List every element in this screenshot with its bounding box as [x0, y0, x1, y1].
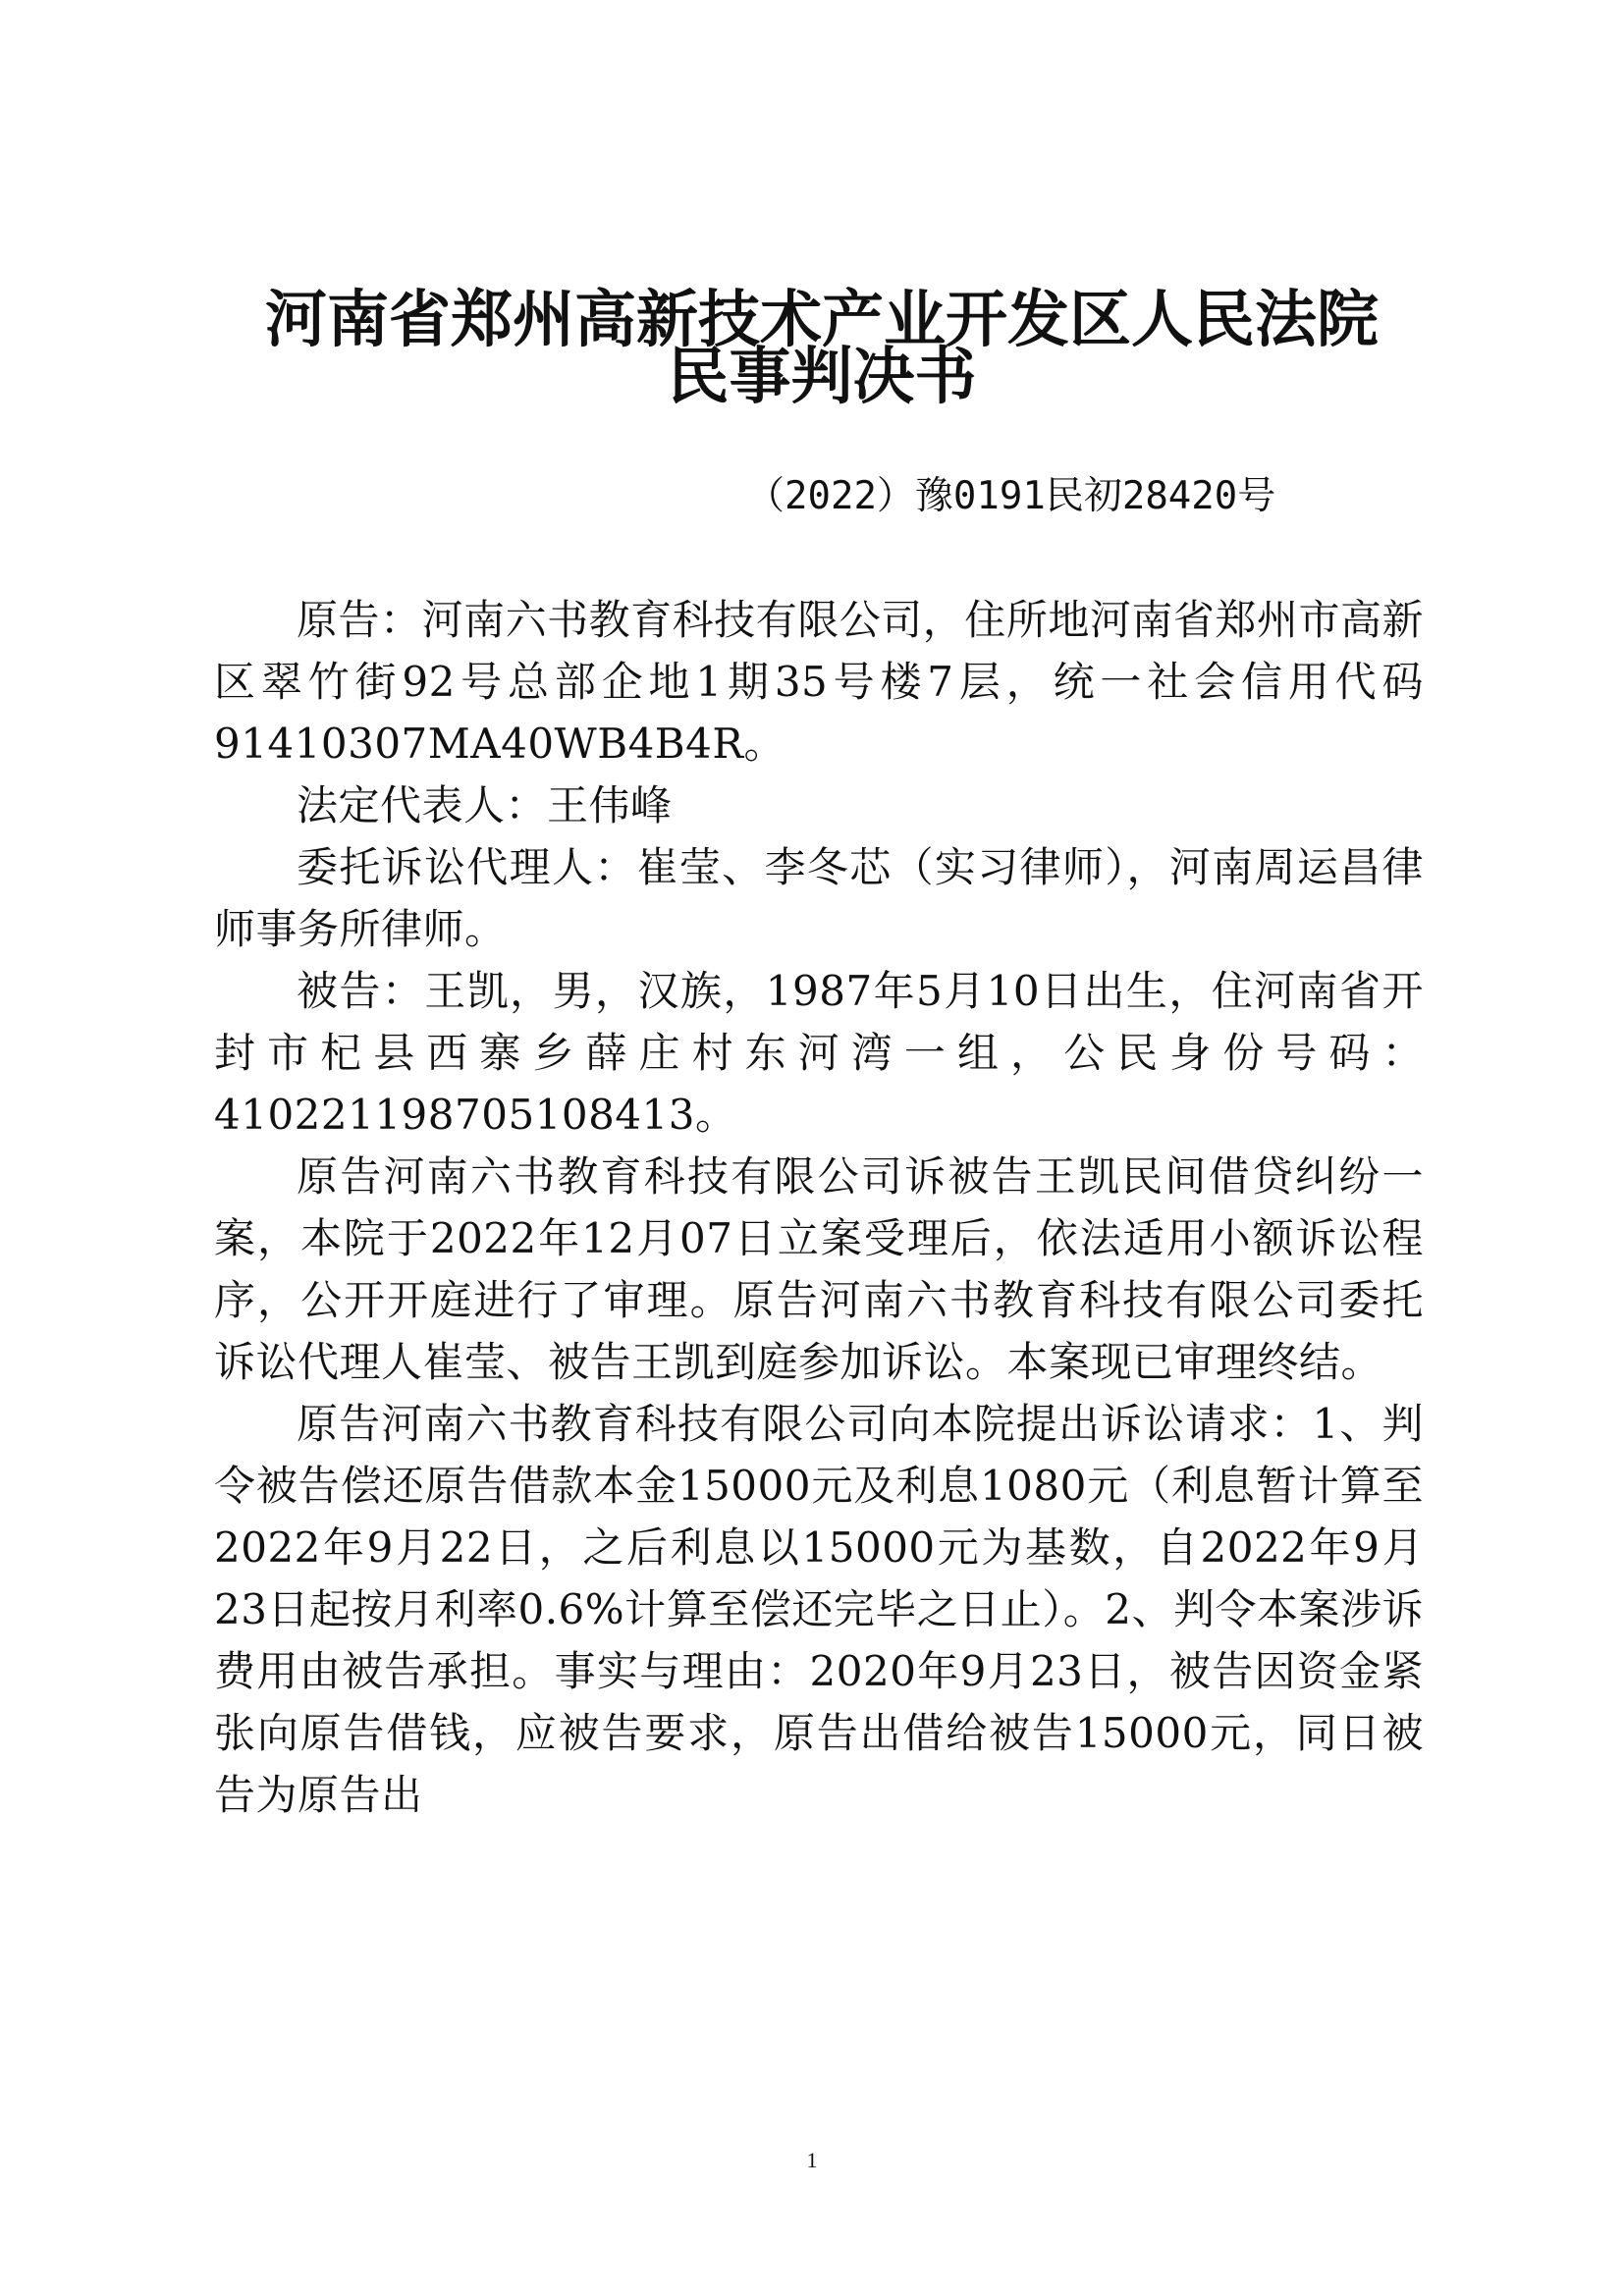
paragraph-defendant: 被告：王凯，男，汉族，1987年5月10日出生，住河南省开封市杞县西寨乡薛庄村东河湾一组，公民身份号码：410221198705108413。 — [214, 967, 1424, 1139]
paragraph-case-filing: 原告河南六书教育科技有限公司诉被告王凯民间借贷纠纷一案，本院于2022年12月07日立案受理后，依法适用小额诉讼程序，公开开庭进行了审理。原告河南六书教育科技有限公司委托诉讼代理人崔莹、被告王凯到庭参加诉讼。本案现已审理终结。 — [214, 1152, 1424, 1386]
paragraph-plaintiff: 原告：河南六书教育科技有限公司，住所地河南省郑州市高新区翠竹街92号总部企地1期35号楼7层，统一社会信用代码91410307MA40WB4B4R。 — [214, 596, 1424, 768]
page-number: 1 — [806, 2148, 818, 2172]
paragraph-claims: 原告河南六书教育科技有限公司向本院提出诉讼请求：1、判令被告偿还原告借款本金15000元及利息1080元（利息暂计算至2022年9月22日，之后利息以15000元为基数，自2022年9月23日起按月利率0.6%计算至偿还完毕之日止）。2、判令本案涉诉费用由被告承担。事实与理由：2020年9月23日，被告因资金紧张向原告借钱，应被告要求，原告出借给被告15000元，同日被告为原告出 — [214, 1400, 1424, 1819]
court-name: 河南省郑州高新技术产业开发区人民法院 — [265, 283, 1379, 355]
paragraph-legal-representative: 法定代表人：王伟峰 — [297, 781, 673, 829]
document-type: 民事判决书 — [667, 340, 977, 412]
judgment-body — [214, 589, 1424, 1826]
case-number: （2022）豫0191民初28420号 — [746, 474, 1276, 518]
paragraph-attorney: 委托诉讼代理人：崔莹、李冬芯（实习律师），河南周运昌律师事务所律师。 — [214, 843, 1424, 953]
